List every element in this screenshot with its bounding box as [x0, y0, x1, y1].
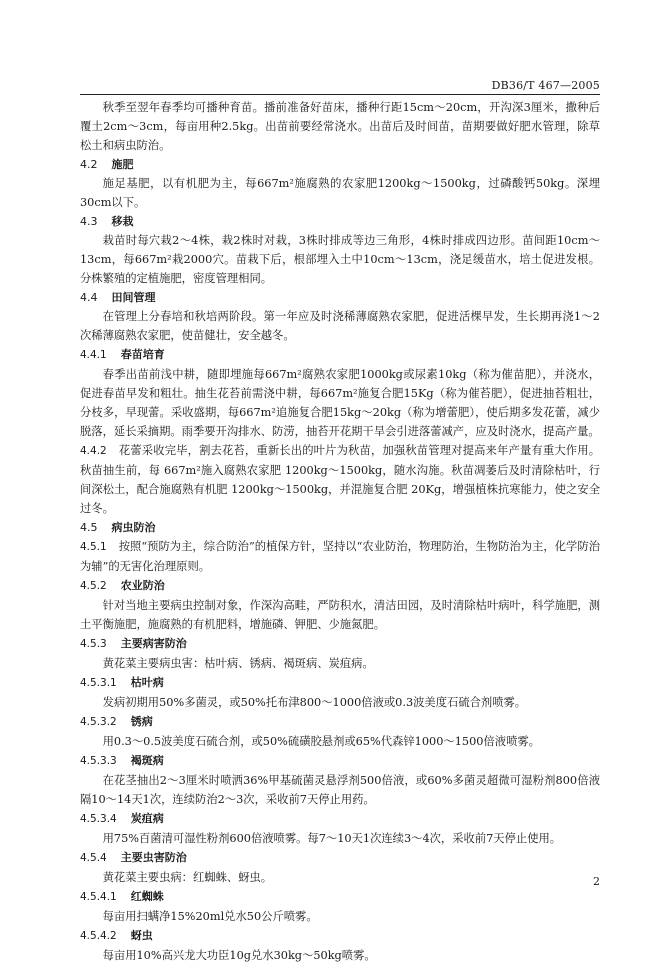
paragraph: 秋季至翌年春季均可播种育苗。播前准备好苗床，播种行距15cm～20cm，开沟深3厘米，撒种后覆土2cm～3cm，每亩用种2.5kg。出苗前要经常浇水。出苗后及时间苗，苗期要做好肥水管理，除草松土和病虫防治。 [80, 101, 600, 152]
paragraph: 栽苗时每穴栽2～4株，栽2株时对栽，3株时排成等边三角形，4株时排成四边形。苗间距10cm～13cm，每667m²栽2000穴。苗栽下后，根部埋入土中10cm～13cm，浇足缓苗水，培土促进发根。分株繁殖的定植施肥，密度管理相同。 [80, 234, 600, 285]
section-number: 4.5.3.1 [80, 677, 117, 689]
paragraph: 在花茎抽出2～3厘米时喷洒36%甲基硫菌灵悬浮剂500倍液，或60%多菌灵超微可湿粉剂800倍液隔10～14天1次，连续防治2～3次，采收前7天停止用药。 [80, 774, 600, 806]
paragraph: 针对当地主要病虫控制对象，作深沟高畦，严防积水，清洁田园，及时清除枯叶病叶，科学施肥，测土平衡施肥，施腐熟的有机肥料，增施磷、钾肥、少施氮肥。 [80, 599, 600, 631]
section-heading [80, 751, 600, 771]
paragraph: 每亩用扫螨净15%20ml兑水50公斤喷雾。 [102, 910, 318, 923]
section-heading [80, 345, 600, 365]
section-heading [80, 212, 600, 231]
section-heading [80, 809, 600, 829]
section-number: 4.3 [80, 215, 98, 228]
section-title: 锈病 [130, 715, 153, 728]
paragraph: 在管理上分春培和秋培两阶段。第一年应及时浇稀薄腐熟农家肥，促进活棵早发，生长期再浇1～2次稀薄腐熟农家肥，使苗健壮，安全越冬。 [80, 310, 600, 342]
paragraph: 发病初期用50%多菌灵，或50%托布津800～1000倍液或0.3波美度石硫合剂喷雾。 [102, 696, 527, 709]
section-title: 红蜘蛛 [130, 890, 164, 903]
section-number: 4.2 [80, 158, 98, 171]
section-title: 蚜虫 [130, 929, 153, 942]
document-body [80, 98, 600, 965]
paragraph: 黄花菜主要虫病：红蜘蛛、蚜虫。 [102, 871, 273, 884]
paragraph: 春季出苗前浅中耕，随即埋施每667m²腐熟农家肥1000kg或尿素10kg（称为催苗肥），并浇水，促进春苗早发和粗壮。抽生花苔前需浇中耕，每667m²施复合肥15Kg（称为催苔肥），促进抽苔粗壮，分枝多，早现蕾。采收盛期，每667m²追施复合肥15kg～20kg（称为增蕾肥），使后期多发花蕾，减少脱落，延长采摘期。雨季要开沟排水、防涝，抽苔开花期干旱会引进落蕾减产，应及时浇水，提高产量。 [80, 368, 600, 438]
section-title: 春苗培育 [120, 348, 165, 361]
section-number: 4.4 [80, 291, 98, 304]
paragraph: 施足基肥，以有机肥为主，每667m²施腐熟的农家肥1200kg～1500kg，过磷酸钙50kg。深埋30cm以下。 [80, 177, 600, 209]
standard-code: DB36/T 467—2005 [491, 79, 600, 92]
section-heading [80, 848, 600, 868]
section-heading [80, 673, 600, 693]
section-heading [80, 887, 600, 907]
page-number: 2 [593, 875, 600, 888]
paragraph: 用75%百菌清可湿性粉剂600倍液喷雾。每7～10天1次连续3～4次，采收前7天停止使用。 [102, 832, 562, 845]
section-heading [80, 288, 600, 307]
section-title: 施肥 [111, 158, 134, 171]
section-heading [80, 634, 600, 654]
section-number: 4.5.3.3 [80, 755, 117, 767]
section-heading [80, 155, 600, 174]
header-rule [80, 94, 600, 95]
numbered-paragraph [80, 537, 600, 576]
section-heading [80, 712, 600, 732]
section-number: 4.5.4.2 [80, 930, 117, 942]
section-title: 病虫防治 [111, 521, 156, 534]
section-number: 4.5 [80, 521, 98, 534]
section-heading [80, 576, 600, 596]
paragraph: 黄花菜主要病虫害：枯叶病、锈病、褐斑病、炭疽病。 [102, 657, 374, 670]
section-title: 农业防治 [120, 579, 165, 592]
paragraph-text: 花蕾采收完毕，割去花苔，重新长出的叶片为秋苗，加强秋苗管理对提高来年产量有重大作用。秋苗抽生前，每 667m²施入腐熟农家肥 1200kg～1500kg，随水沟施。秋苗凋萎后及时清除枯叶，行间深松土，配合施腐熟有机肥 1200kg～1500kg，并混施复合肥 20Kg，增强植株抗寒能力，使之安全过冬。 [80, 444, 600, 515]
section-number: 4.5.3 [80, 638, 107, 650]
section-title: 炭疽病 [130, 812, 164, 825]
section-title: 褐斑病 [130, 754, 164, 767]
paragraph-text: 按照“预防为主，综合防治”的植保方针，坚持以“农业防治，物理防治，生物防治为主，化学防治为辅”的无害化治理原则。 [80, 540, 600, 573]
section-heading [80, 926, 600, 946]
section-number: 4.5.2 [80, 580, 107, 592]
section-number: 4.5.1 [80, 541, 107, 553]
section-title: 枯叶病 [130, 676, 164, 689]
paragraph: 每亩用10%高兴龙大功臣10g兑水30kg～50kg喷雾。 [102, 949, 376, 962]
paragraph: 用0.3～0.5波美度石硫合剂，或50%硫磺胶悬剂或65%代森锌1000～1500倍液喷雾。 [102, 735, 540, 748]
section-number: 4.4.1 [80, 349, 107, 361]
section-title: 田间管理 [111, 291, 156, 304]
section-number: 4.5.3.2 [80, 716, 117, 728]
numbered-paragraph [80, 441, 600, 518]
section-heading [80, 518, 600, 537]
section-title: 主要虫害防治 [120, 851, 187, 864]
section-title: 主要病害防治 [120, 637, 187, 650]
section-number: 4.5.4.1 [80, 891, 117, 903]
section-number: 4.4.2 [80, 445, 107, 457]
section-number: 4.5.3.4 [80, 813, 117, 825]
section-number: 4.5.4 [80, 852, 107, 864]
section-title: 移栽 [111, 215, 134, 228]
